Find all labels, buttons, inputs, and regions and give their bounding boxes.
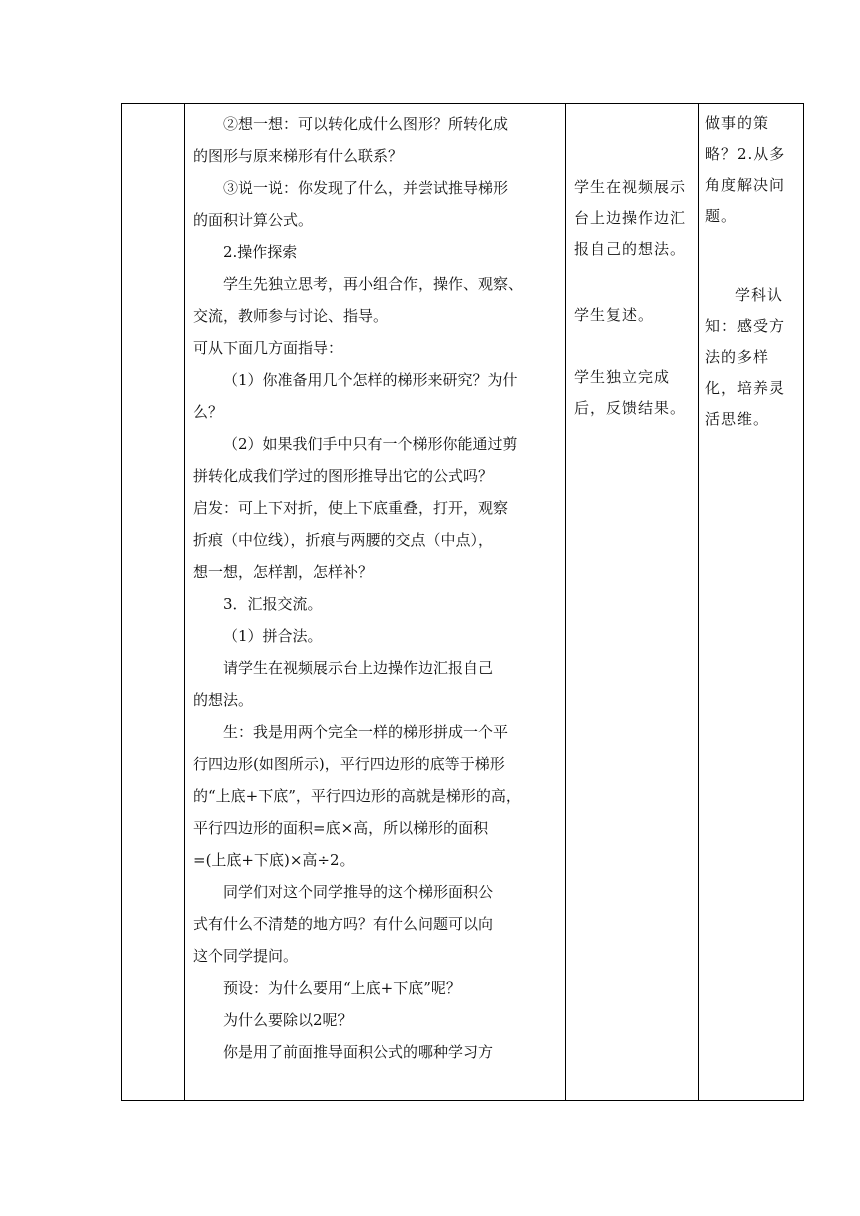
- text-line: （1）你准备用几个怎样的梯形来研究？为什: [223, 371, 518, 389]
- blank-left-column: [122, 104, 185, 1101]
- text-line: ③说一说：你发现了什么，并尝试推导梯形: [223, 179, 509, 197]
- design-intent-2: 学科认知：感受方法的多样化，培养灵活思维。: [705, 286, 786, 428]
- student-activity-column: [566, 104, 699, 1101]
- text-line: 式有什么不清楚的地方吗？有什么问题可以向: [193, 915, 494, 933]
- text-line: 想一想，怎样割，怎样补？: [193, 563, 374, 581]
- design-intent-1: 做事的策略？2.从多角度解决问题。: [705, 114, 786, 225]
- student-activity-3: 学生独立完成后，反馈结果。: [574, 368, 687, 417]
- text-line: 生：我是用两个完全一样的梯形拼成一个平: [223, 723, 509, 741]
- text-line: 请学生在视频展示台上边操作边汇报自己: [223, 659, 494, 677]
- text-line: 么？: [193, 403, 224, 421]
- design-intent-column: [699, 104, 804, 1101]
- text-line: （1）拼合法。: [223, 627, 323, 645]
- text-line: 为什么要除以2呢？: [223, 1011, 353, 1029]
- text-line: 学生先独立思考，再小组合作，操作、观察、: [223, 275, 524, 293]
- teaching-process-text: [185, 104, 565, 1068]
- text-line: 平行四边形的面积=底×高，所以梯形的面积: [193, 819, 489, 837]
- text-line: 这个同学提问。: [193, 947, 299, 965]
- text-line: 折痕（中位线），折痕与两腰的交点（中点），: [193, 531, 494, 549]
- student-activity-2: 学生复述。: [574, 306, 655, 324]
- text-line: （2）如果我们手中只有一个梯形你能通过剪: [223, 435, 518, 453]
- table-row: [122, 104, 804, 1101]
- text-line: ②想一想：可以转化成什么图形？所转化成: [223, 115, 509, 133]
- text-line: 2.操作探索: [223, 243, 298, 261]
- text-line: 行四边形(如图所示)，平行四边形的底等于梯形: [193, 755, 505, 773]
- text-line: 的“上底+下底”，平行四边形的高就是梯形的高，: [193, 787, 521, 805]
- text-line: =(上底+下底)×高÷2。: [193, 851, 355, 869]
- text-line: 启发：可上下对折，使上下底重叠，打开，观察: [193, 499, 509, 517]
- teaching-process-column: [185, 104, 566, 1101]
- text-line: 拼转化成我们学过的图形推导出它的公式吗？: [193, 467, 494, 485]
- text-line: 的图形与原来梯形有什么联系？: [193, 147, 404, 165]
- text-line: 的想法。: [193, 691, 254, 709]
- text-line: 可从下面几方面指导：: [193, 339, 344, 357]
- text-line: 3．汇报交流。: [223, 595, 323, 613]
- text-line: 预设：为什么要用“上底+下底”呢？: [223, 979, 461, 997]
- lesson-plan-table: [121, 103, 804, 1101]
- text-line: 你是用了前面推导面积公式的哪种学习方: [223, 1043, 494, 1061]
- text-line: 同学们对这个同学推导的这个梯形面积公: [223, 883, 494, 901]
- text-line: 的面积计算公式。: [193, 211, 314, 229]
- text-line: 交流，教师参与讨论、指导。: [193, 307, 389, 325]
- student-activity-1: 学生在视频展示台上边操作边汇报自己的想法。: [574, 178, 687, 258]
